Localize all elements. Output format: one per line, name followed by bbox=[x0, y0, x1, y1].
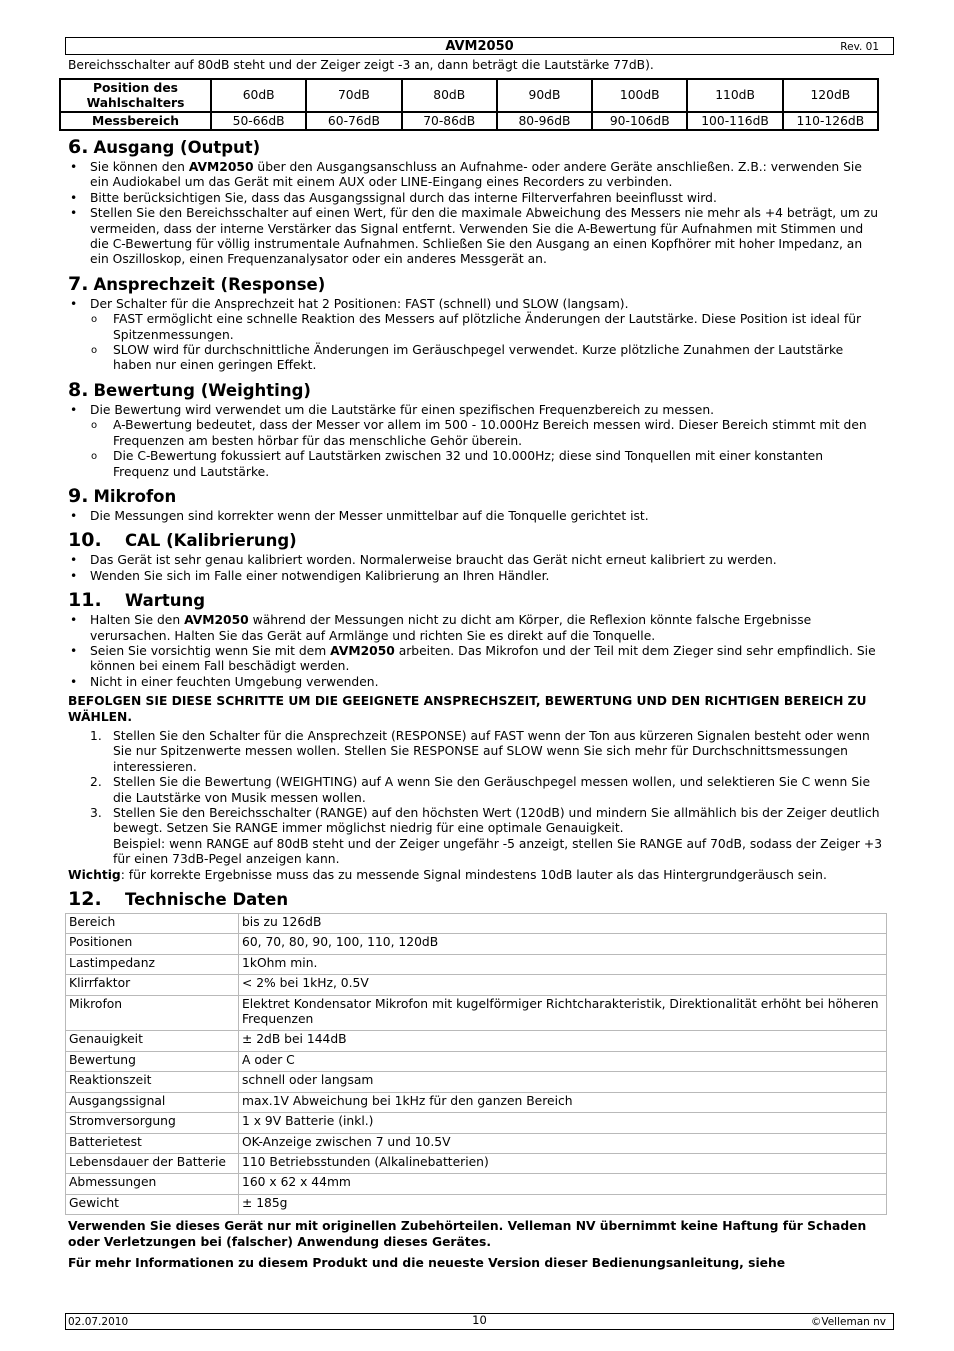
spec-key: Genauigkeit bbox=[66, 1031, 239, 1051]
spec-value: OK-Anzeige zwischen 7 und 10.5V bbox=[239, 1133, 887, 1153]
range-cell: 110dB bbox=[687, 79, 782, 112]
spec-table bbox=[65, 913, 887, 1215]
range-cell: 80-96dB bbox=[497, 112, 592, 130]
text: Halten Sie den bbox=[90, 613, 185, 628]
text: Seien Sie vorsichtig wenn Sie mit dem bbox=[90, 643, 331, 658]
note-bold: Für mehr Informationen zu diesem Produkt und die neueste Version dieser Bedienungsanleitung, siehe bbox=[68, 1255, 786, 1270]
list-item: • Wenden Sie sich im Falle einer notwendigen Kalibrierung an Ihren Händler. bbox=[68, 569, 882, 584]
range-cell: 80dB bbox=[402, 79, 497, 112]
step-number: 2. bbox=[90, 775, 102, 790]
spec-key: Reaktionszeit bbox=[66, 1072, 239, 1092]
warning-text bbox=[68, 694, 882, 725]
spec-row bbox=[66, 1174, 887, 1194]
note-text bbox=[68, 1256, 882, 1271]
spec-key: Ausgangssignal bbox=[66, 1092, 239, 1112]
section-heading bbox=[68, 485, 882, 508]
range-cell: 90dB bbox=[497, 79, 592, 112]
text: während der Messungen nicht zu dicht am Körper, die Reflexion könnte falsche Ergebnisse verursachen. Halten Sie das Gerät auf Armlänge und richten Sie es direkt auf die Tonquelle. bbox=[90, 613, 812, 643]
step-item bbox=[68, 729, 882, 775]
section-title: Wartung bbox=[125, 591, 206, 611]
range-cell: 60dB bbox=[211, 79, 306, 112]
section-heading bbox=[68, 589, 882, 612]
section-title: Ausgang (Output) bbox=[93, 138, 261, 157]
range-cell: 100dB bbox=[592, 79, 687, 112]
spec-row bbox=[66, 1194, 887, 1214]
bullet-list bbox=[68, 613, 882, 690]
section-number: 7. bbox=[68, 272, 89, 295]
important-text: : für korrekte Ergebnisse muss das zu messende Signal mindestens 10dB lauter als das Hintergrundgeräusch sein. bbox=[120, 867, 827, 882]
spec-row bbox=[66, 1031, 887, 1051]
section-title: Mikrofon bbox=[93, 486, 177, 506]
range-row-label: Messbereich bbox=[60, 112, 211, 130]
range-cell: 110-126dB bbox=[783, 112, 878, 130]
spec-value: max.1V Abweichung bei 1kHz für den ganzen Bereich bbox=[239, 1092, 887, 1112]
sub-list bbox=[90, 418, 882, 480]
spec-row bbox=[66, 1133, 887, 1153]
spec-key: Bewertung bbox=[66, 1051, 239, 1071]
step-item bbox=[68, 806, 882, 868]
spec-row bbox=[66, 995, 887, 1031]
range-cell: 70dB bbox=[306, 79, 401, 112]
spec-value: 110 Betriebsstunden (Alkalinebatterien) bbox=[239, 1153, 887, 1173]
sub-list-item: o A-Bewertung bedeutet, dass der Messer vor allem im 500 - 10.000Hz Bereich messen wird. Dieser Bereich stimmt mit den Frequenzen am besten hörbar für das menschliche Gehör überein. bbox=[90, 418, 882, 449]
list-item bbox=[68, 160, 882, 191]
warning-bold: BEFOLGEN SIE DIESE SCHRITTE UM DIE GEEIGNETE ANSPRECHSZEIT, BEWERTUNG UND DEN RICHTIGEN BEREICH ZU WÄHLEN. bbox=[68, 694, 867, 724]
range-cell: 120dB bbox=[783, 79, 878, 112]
range-row-label: Position des Wahlschalters bbox=[60, 79, 211, 112]
spec-value: ± 185g bbox=[239, 1194, 887, 1214]
range-row-positions bbox=[60, 79, 878, 112]
range-cell: 100-116dB bbox=[687, 112, 782, 130]
range-cell: 90-106dB bbox=[592, 112, 687, 130]
page-header bbox=[65, 37, 894, 55]
spec-row bbox=[66, 1113, 887, 1133]
spec-key: Positionen bbox=[66, 934, 239, 954]
section-heading bbox=[68, 888, 882, 911]
section-heading bbox=[68, 379, 882, 402]
footer-copyright: ©Velleman nv bbox=[810, 1316, 886, 1328]
spec-row bbox=[66, 954, 887, 974]
list-item: • Die Bewertung wird verwendet um die Lautstärke für einen spezifischen Frequenzbereich zu messen. bbox=[68, 403, 882, 418]
important-note bbox=[68, 868, 882, 883]
spec-key: Batterietest bbox=[66, 1133, 239, 1153]
spec-key: Lastimpedanz bbox=[66, 954, 239, 974]
section-heading bbox=[68, 136, 882, 159]
note-bold: Verwenden Sie dieses Gerät nur mit originellen Zubehörteilen. Velleman NV übernimmt keine Haftung für Schaden oder Verletzungen bei (falscher) Anwendung dieses Gerätes. bbox=[68, 1219, 867, 1249]
product-name: AVM2050 bbox=[330, 643, 395, 658]
list-item: • Der Schalter für die Ansprechzeit hat 2 Positionen: FAST (schnell) und SLOW (langsam). bbox=[68, 297, 882, 312]
spec-row bbox=[66, 975, 887, 995]
text: über den Ausgangsanschluss an Aufnahme- oder andere Geräte anschließen. Z.B.: verwenden Sie ein Audiokabel um das Gerät mit einem AUX oder LINE-Eingang eines Recorders zu verbinden. bbox=[90, 160, 862, 190]
sub-list-item: o FAST ermöglicht eine schnelle Reaktion des Messers auf plötzliche Änderungen der Lautstärke. Diese Position ist ideal für Spitzenmessungen. bbox=[90, 312, 882, 343]
list-item: • Die Messungen sind korrekter wenn der Messer unmittelbar auf die Tonquelle gerichtet ist. bbox=[68, 509, 882, 524]
sub-list-item: o Die C-Bewertung fokussiert auf Lautstärken zwischen 32 und 10.000Hz; diese sind Tonquellen mit einer konstanten Frequenz und Lautstärke. bbox=[90, 449, 882, 480]
spec-value: A oder C bbox=[239, 1051, 887, 1071]
bullet-list bbox=[68, 403, 882, 418]
spec-value: schnell oder langsam bbox=[239, 1072, 887, 1092]
step-text: Stellen Sie den Schalter für die Ansprechzeit (RESPONSE) auf FAST wenn der Ton aus kürzeren Signalen besteht oder wenn Sie nur Spitzenwerte messen wollen. Stellen Sie RESPONSE auf SLOW wenn Sie sich mehr für Durchschnittsmessungen interessieren. bbox=[113, 728, 870, 774]
range-cell: 60-76dB bbox=[306, 112, 401, 130]
spec-key: Gewicht bbox=[66, 1194, 239, 1214]
spec-key: Abmessungen bbox=[66, 1174, 239, 1194]
footer-page-number: 10 bbox=[472, 1313, 487, 1327]
spec-row bbox=[66, 1092, 887, 1112]
sub-list bbox=[90, 312, 882, 374]
section-number: 8. bbox=[68, 378, 89, 401]
list-item: • Das Gerät ist sehr genau kalibriert worden. Normalerweise braucht das Gerät nicht erneut kalibriert zu werden. bbox=[68, 553, 882, 568]
bullet-list bbox=[68, 160, 882, 268]
spec-key: Bereich bbox=[66, 914, 239, 934]
note-text bbox=[68, 1219, 882, 1250]
step-number: 1. bbox=[90, 728, 102, 743]
range-cell: 70-86dB bbox=[402, 112, 497, 130]
range-row-ranges bbox=[60, 112, 878, 130]
section-heading bbox=[68, 273, 882, 296]
product-name: AVM2050 bbox=[188, 160, 254, 174]
list-item bbox=[68, 644, 882, 675]
section-number: 6. bbox=[68, 136, 89, 158]
section-title: CAL (Kalibrierung) bbox=[125, 531, 297, 551]
step-text: Stellen Sie die Bewertung (WEIGHTING) auf A wenn Sie den Geräuschpegel messen wollen, und selektieren Sie C wenn Sie die Lautstärke von Musik messen wollen. bbox=[113, 775, 871, 805]
spec-row bbox=[66, 914, 887, 934]
range-table bbox=[59, 78, 879, 131]
spec-row bbox=[66, 1153, 887, 1173]
section-title: Bewertung (Weighting) bbox=[93, 380, 311, 400]
text: arbeiten. Das Mikrofon und der Teil mit dem Zieger sind sehr empfindlich. Sie können bei einem Fall beschädigt werden. bbox=[90, 643, 876, 674]
spec-value: ± 2dB bei 144dB bbox=[239, 1031, 887, 1051]
spec-key: Klirrfaktor bbox=[66, 975, 239, 995]
spec-key: Mikrofon bbox=[66, 995, 239, 1031]
steps-list bbox=[68, 729, 882, 868]
section-number: 12. bbox=[68, 888, 102, 911]
step-item bbox=[68, 775, 882, 806]
bullet-list bbox=[68, 553, 882, 584]
section-number: 11. bbox=[68, 589, 102, 612]
spec-value: < 2% bei 1kHz, 0.5V bbox=[239, 975, 887, 995]
important-label: Wichtig bbox=[68, 867, 121, 882]
spec-row bbox=[66, 1072, 887, 1092]
list-item: • Stellen Sie den Bereichsschalter auf einen Wert, für den die maximale Abweichung des Messers nie mehr als +4 beträgt, um zu vermeiden, dass der interne Verstärker das Signal entfernt. Verwenden Sie die A-Bewertung für Aufnahmen mit Stimmen und die C-Bewertung für völlig instrumentale Aufnahmen. Schließen Sie den Ausgang an einen Kopfhörer mit hoher Impedanz, an ein Oszilloskop, einen Frequenzanalysator oder ein anderes Messgerät an. bbox=[68, 206, 882, 268]
section-title: Technische Daten bbox=[125, 890, 289, 910]
intro-text: Bereichsschalter auf 80dB steht und der Zeiger zeigt -3 an, dann beträgt die Lautstärke 77dB). bbox=[68, 58, 654, 72]
header-revision: Rev. 01 bbox=[840, 41, 879, 53]
section-number: 9. bbox=[68, 484, 89, 507]
page-footer bbox=[65, 1313, 894, 1330]
header-title: AVM2050 bbox=[445, 39, 514, 54]
spec-row bbox=[66, 934, 887, 954]
bullet-list bbox=[68, 297, 882, 312]
spec-value: 1kOhm min. bbox=[239, 954, 887, 974]
list-item: • Nicht in einer feuchten Umgebung verwenden. bbox=[68, 675, 882, 690]
section-title: Ansprechzeit (Response) bbox=[93, 274, 326, 294]
sub-list-item: o SLOW wird für durchschnittliche Änderungen im Geräuschpegel verwendet. Kurze plötzliche Zunahmen der Lautstärke haben nur einen geringen Effekt. bbox=[90, 343, 882, 374]
spec-value: bis zu 126dB bbox=[239, 914, 887, 934]
section-number: 10. bbox=[68, 529, 102, 552]
step-text: Stellen Sie den Bereichsschalter (RANGE) auf den höchsten Wert (120dB) und mindern Sie allmählich bis der Zeiger deutlich bewegt. Setzen Sie RANGE immer möglichst niedrig für eine optimale Genauigkeit. bbox=[113, 806, 880, 836]
list-item bbox=[68, 613, 882, 644]
spec-value: Elektret Kondensator Mikrofon mit kugelförmiger Richtcharakteristik, Direktionalität erhöht bei höheren Frequenzen bbox=[239, 995, 887, 1031]
spec-row bbox=[66, 1051, 887, 1071]
content bbox=[68, 136, 882, 1271]
text: Sie können den bbox=[90, 160, 189, 174]
step-number: 3. bbox=[90, 806, 102, 820]
spec-key: Stromversorgung bbox=[66, 1113, 239, 1133]
bullet-list bbox=[68, 509, 882, 524]
list-item: • Bitte berücksichtigen Sie, dass das Ausgangssignal durch das interne Filterverfahren beeinflusst wird. bbox=[68, 191, 882, 206]
footer-date: 02.07.2010 bbox=[68, 1316, 129, 1328]
range-cell: 50-66dB bbox=[211, 112, 306, 130]
product-name: AVM2050 bbox=[184, 613, 249, 628]
spec-value: 1 x 9V Batterie (inkl.) bbox=[239, 1113, 887, 1133]
spec-value: 160 x 62 x 44mm bbox=[239, 1174, 887, 1194]
example-text: Beispiel: wenn RANGE auf 80dB steht und der Zeiger ungefähr -5 anzeigt, stellen Sie RANGE auf 70dB, sodass der Zeiger +3 für einen 73dB-Pegel anzeigen kann. bbox=[113, 836, 883, 867]
spec-key: Lebensdauer der Batterie bbox=[66, 1153, 239, 1173]
section-heading bbox=[68, 529, 882, 552]
spec-value: 60, 70, 80, 90, 100, 110, 120dB bbox=[239, 934, 887, 954]
